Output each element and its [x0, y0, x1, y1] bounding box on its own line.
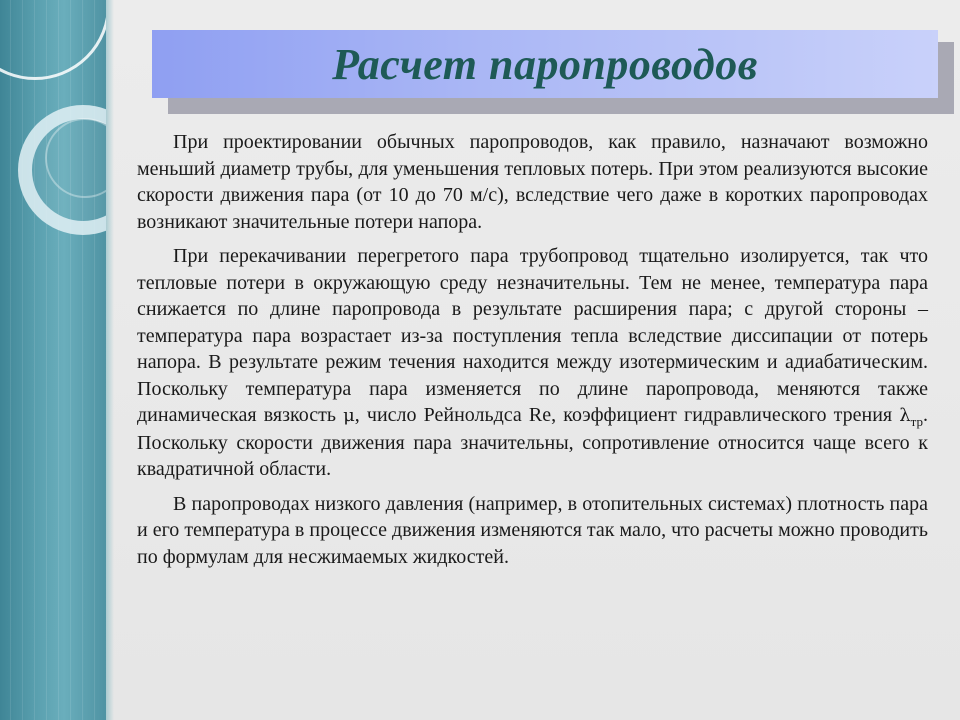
band-stripe: [22, 0, 23, 720]
lambda-symbol: λ: [899, 405, 911, 426]
side-decoration-band: [0, 0, 106, 720]
paragraph-2: [137, 243, 928, 483]
band-stripe: [46, 0, 47, 720]
side-band-edge: [106, 0, 114, 720]
band-stripe: [58, 0, 59, 720]
title-banner: [152, 30, 938, 98]
lambda-subscript: тр: [910, 414, 923, 429]
decorative-ring-top: [0, 0, 106, 80]
slide-body: [137, 129, 928, 578]
slide-title: Расчет паропроводов: [332, 39, 758, 89]
paragraph-2-text-b: , число Рейнольдса Re, коэффициент гидравлического трения: [354, 404, 900, 426]
band-stripe: [10, 0, 11, 720]
paragraph-1: При проектировании обычных паропроводов, как правило, назначают возможно меньший диаметр трубы, для уменьшения тепловых потерь. При этом реализуются высокие скорости движения пара (от 10 до 70 м/с), вследствие чего даже в коротких паропроводах возникают значительные потери напора.: [137, 131, 928, 233]
paragraph-2-text-c: . Поскольку скорости движения пара значительны, сопротивление относится чаще всего к квадратичной области.: [137, 404, 928, 480]
mu-symbol: μ: [343, 405, 355, 426]
paragraph-3: В паропроводах низкого давления (например, в отопительных системах) плотность пара и его температура в процессе движения изменяются так мало, что расчеты можно проводить по формулам для несжимаемых жидкостей.: [137, 492, 928, 568]
band-stripe: [34, 0, 35, 720]
paragraph-2-text-a: При перекачивании перегретого пара трубопровод тщательно изолируется, так что тепловые потери в окружающую среду незначительны. Тем не менее, температура пара снижается по длине паропровода в результате расширения пара; с другой стороны – температура пара возрастает из-за поступления тепла вследствие диссипации от потерь напора. В результате режим течения находится между изотермическим и адиабатическим. Поскольку температура пара изменяется по длине паропровода, меняются также динамическая вязкость: [137, 245, 928, 426]
